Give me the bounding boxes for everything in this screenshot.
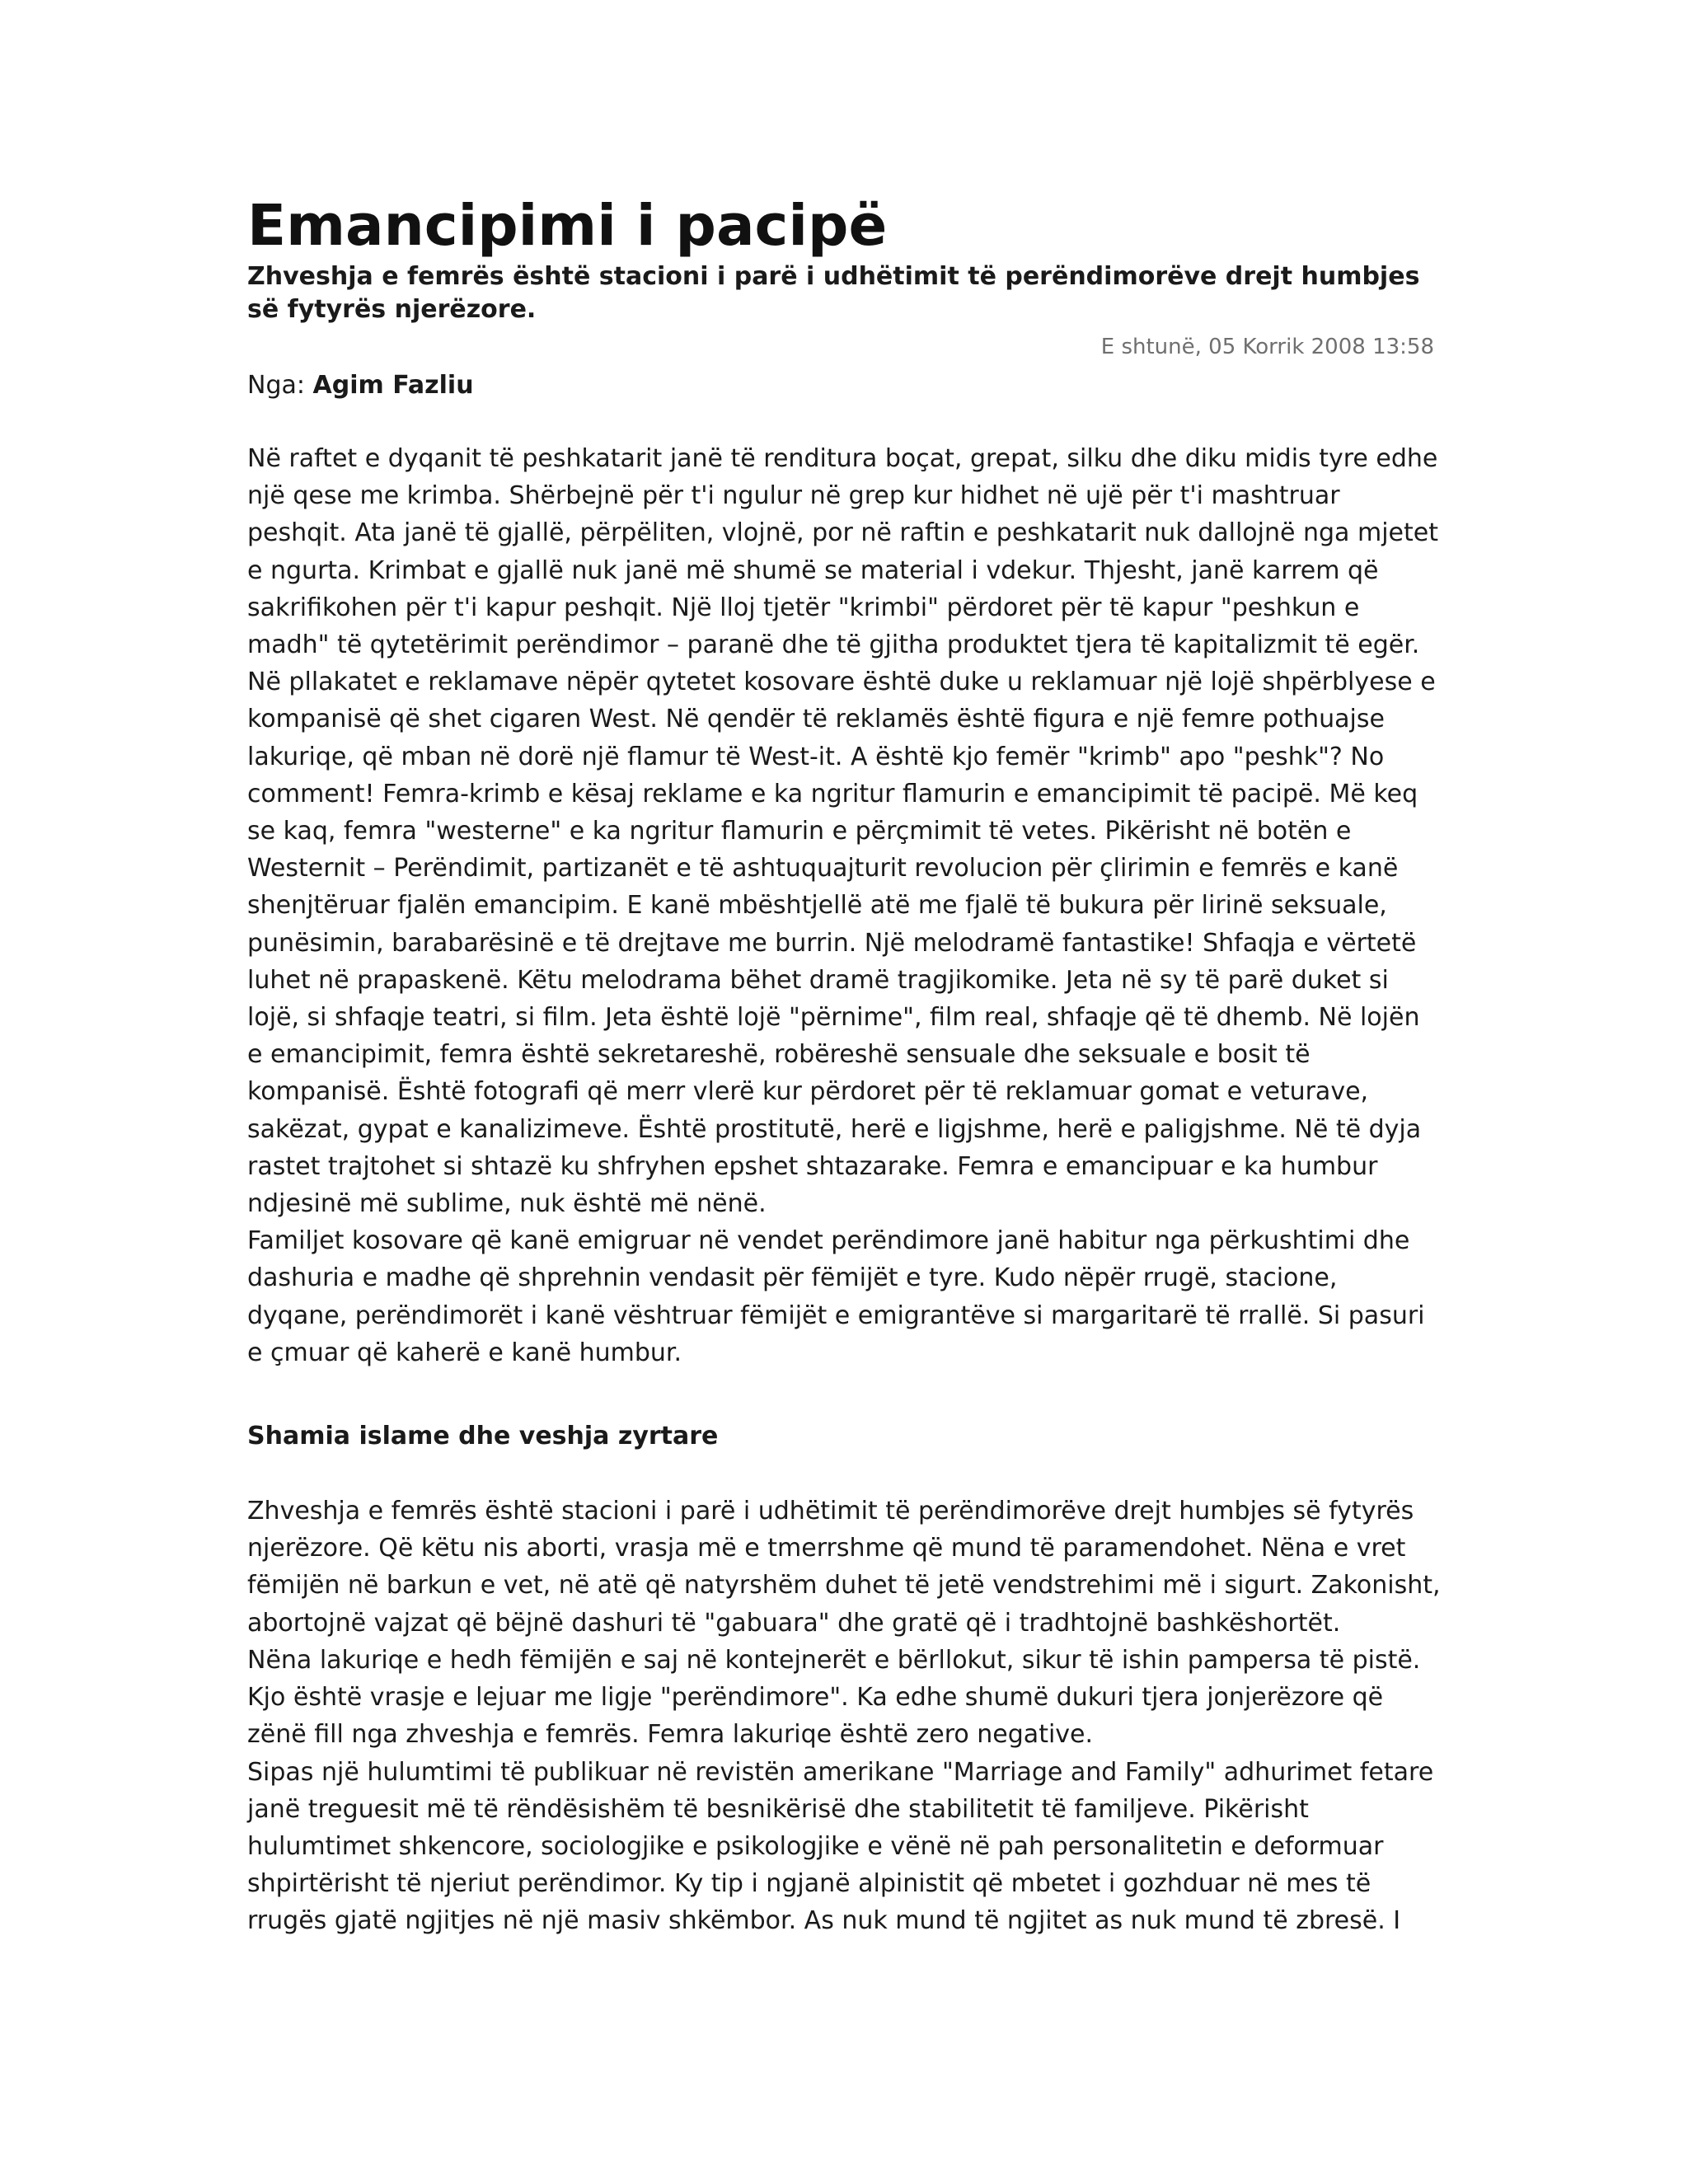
section-heading: Shamia islame dhe veshja zyrtare: [247, 1422, 719, 1451]
body-paragraph: Zhveshja e femrës është stacioni i parë i udhëtimit të perëndimorëve drejt humbjes së fytyrës njerëzore. Që këtu nis aborti, vrasja më e tmerrshme që mund të paramendohet. Nëna e vret fëmijën në barkun e vet, në atë që natyrshëm duhet të jetë vendstrehimi më i sigurt. Zakonisht, abortojnë vajzat që bëjnë dashuri të "gabuara" dhe gratë që i tradhtojnë bashkëshortët.: [247, 1497, 1441, 1638]
author-name: Agim Fazliu: [312, 371, 474, 400]
body-paragraph: Familjet kosovare që kanë emigruar në vendet perëndimore janë habitur nga përkushtimi dhe dashuria e madhe që shprehnin vendasit për fëmijët e tyre. Kudo nëpër rrugë, stacione, dyqane, perëndimorët i kanë vështruar fëmijët e emigrantëve si margaritarë të rrallë. Si pasuri e çmuar që kaherë e kanë humbur.: [247, 1226, 1425, 1367]
article: [247, 191, 1441, 1940]
article-body-section-1: [247, 440, 1441, 1371]
body-paragraph: Në raftet e dyqanit të peshkatarit janë të renditura boçat, grepat, silku dhe diku midis tyre edhe një qese me krimba. Shërbejnë për t'i ngulur në grep kur hidhet në ujë për t'i mashtruar peshqit. Ata janë të gjallë, përpëliten, vlojnë, por në raftin e peshkatarit nuk dallojnë nga mjetet e ngurta. Krimbat e gjallë nuk janë më shumë se material i vdekur. Thjesht, janë karrem që sakrifikohen për t'i kapur peshqit. Një lloj tjetër "krimbi" përdoret për të kapur "peshkun e madh" të qytetërimit perëndimor – paranë dhe të gjitha produktet tjera të kapitalizmit të egër. Në pllakatet e reklamave nëpër qytetet kosovare është duke u reklamuar një lojë shpërblyese e kompanisë që shet cigaren West. Në qendër të reklamës është figura e një femre pothuajse lakuriqe, që mban në dorë një flamur të West-it. A është kjo femër "krimb" apo "peshk"? No comment! Femra-krimb e kësaj reklame e ka ngritur flamurin e emancipimit të pacipë. Më keq se kaq, femra "westerne" e ka ngritur flamurin e përçmimit të vetes. Pikërisht në botën e Westernit – Perëndimit, partizanët e të ashtuquajturit revolucion për çlirimin e femrës e kanë shenjtëruar fjalën emancipim. E kanë mbështjellë atë me fjalë të bukura për lirinë seksuale, punësimin, barabarësinë e të drejtave me burrin. Një melodramë fantastike! Shfaqja e vërtetë luhet në prapaskenë. Këtu melodrama bëhet dramë tragjikomike. Jeta në sy të parë duket si lojë, si shfaqje teatri, si film. Jeta është lojë "përnime", film real, shfaqje që të dhemb. Në lojën e emancipimit, femra është sekretareshë, robëreshë sensuale dhe seksuale e bosit të kompanisë. Është fotografi që merr vlerë kur përdoret për të reklamuar gomat e veturave, sakëzat, gypat e kanalizimeve. Është prostitutë, herë e ligjshme, herë e paligjshme. Në të dyja rastet trajtohet si shtazë ku shfryhen epshet shtazarake. Femra e emancipuar e ka humbur ndjesinë më sublime, nuk është më nënë.: [247, 444, 1438, 1219]
publish-date: E shtunë, 05 Korrik 2008 13:58: [1100, 335, 1434, 359]
body-paragraph: Sipas një hulumtimi të publikuar në revistën amerikane "Marriage and Family" adhurimet fetare janë treguesit më të rëndësishëm të besnikërisë dhe stabilitetit të familjeve. Pikërisht hulumtimet shkencore, sociologjike e psikologjike e vënë në pah personalitetin e deformuar shpirtërisht të njeriut perëndimor. Ky tip i ngjanë alpinistit që mbetet i gozhduar në mes të rrugës gjatë ngjitjes në një masiv shkëmbor. As nuk mund të ngjitet as nuk mund të zbresë. I: [247, 1757, 1434, 1936]
body-paragraph: Nëna lakuriqe e hedh fëmijën e saj në kontejnerët e bërllokut, sikur të ishin pampersa të pistë. Kjo është vrasje e lejuar me ligje "perëndimore". Ka edhe shumë dukuri tjera jonjerëzore që zënë fill nga zhveshja e femrës. Femra lakuriqe është zero negative.: [247, 1645, 1421, 1750]
article-title: Emancipimi i pacipë: [247, 193, 888, 259]
author-prefix: Nga:: [247, 371, 313, 400]
author-line: [247, 369, 1441, 402]
article-subtitle: Zhveshja e femrës është stacioni i parë i udhëtimit të perëndimorëve drejt humbjes së fytyrës njerëzore.: [247, 262, 1420, 324]
article-body-section-2: [247, 1493, 1441, 1939]
